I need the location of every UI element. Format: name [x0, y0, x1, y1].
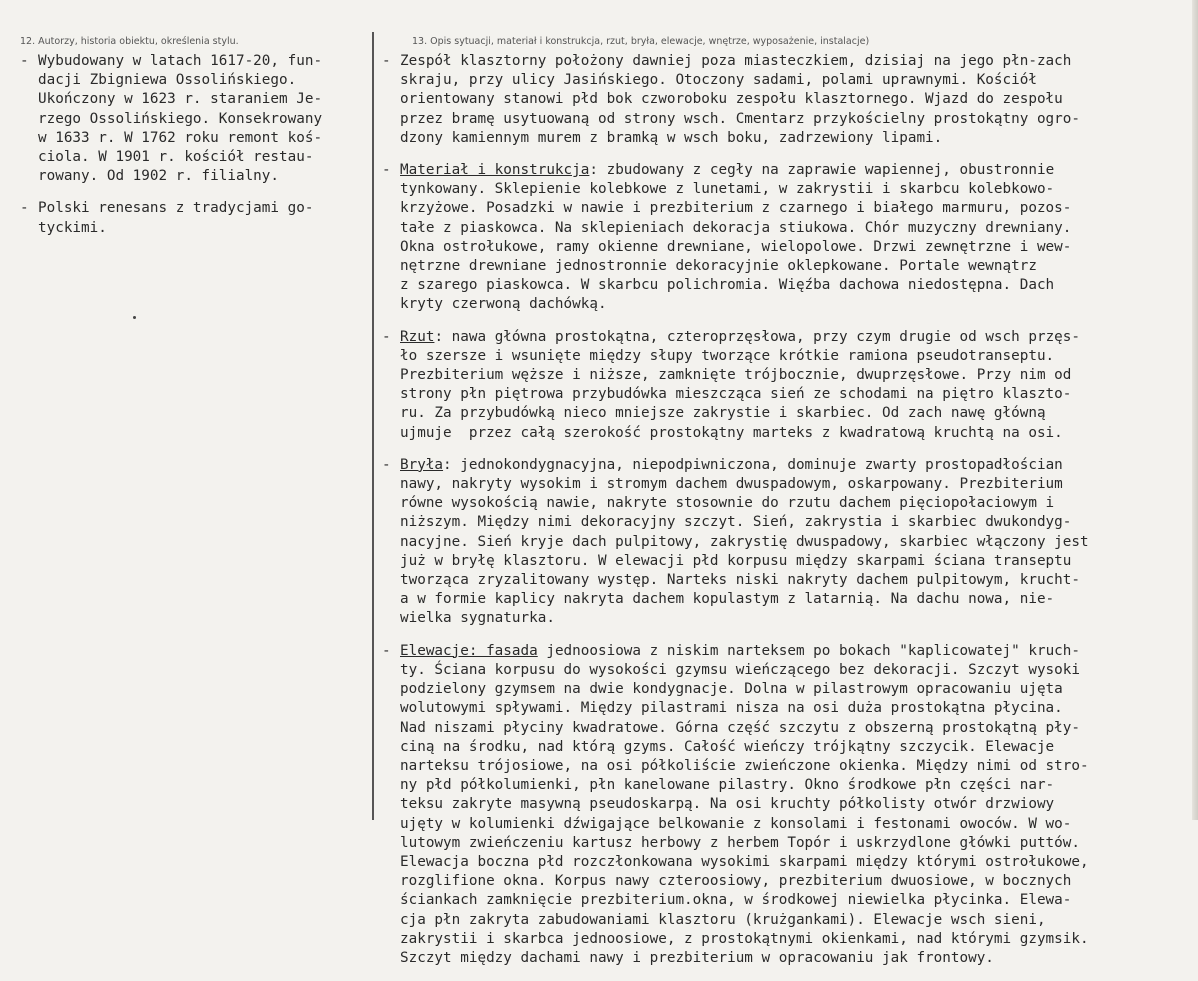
elevations-text [400, 642, 1192, 968]
massing-text [400, 456, 1192, 629]
material-body: : zbudowany z cegły na zaprawie wapiennej, obustronnie tynkowany. Sklepienie kolebkowe z lunetami, w zakrystii i skarbcu kolebkowo- krzyżowe. Posadzki w nawie i prezbiterium z czarnego i białego marmuru, pozos- tałe z piaskowca. Na sklepieniach dekoracja stiukowa. Chór muzyczny drewniany. Okna ostrołukowe, ramy okienne drewniane, wielopolowe. Drzwi zewnętrzne i wew- nętrzne drewniane jednostronnie dekoracyjnie oklepkowane. Portale wewnątrz z szarego piaskowca. W skarbcu polichromia. Więźba dachowa niedostępna. Dach kryty czerwoną dachówką. [400, 162, 1072, 313]
situation-body: Zespół klasztorny położony dawniej poza miasteczkiem, dzisiaj na jego płn-zach skraju, przy ulicy Jasińskiego. Otoczony sadami, polami uprawnymi. Kościół orientowany stanowi płd bok czworoboku zespołu klasztornego. Wjazd do zespołu przez bramę usytuowaną od strony wsch. Cmentarz przykościelny prostokątny ogro- dzony kamiennym murem z bramką w wsch boku, zadrzewiony lipami. [400, 53, 1080, 146]
bullet-dash: - [20, 200, 29, 217]
right-item-material [382, 161, 1192, 315]
right-column-header: 13. Opis sytuacji, materiał i konstrukcja, rzut, bryła, elewacje, wnętrze, wyposażenie, instalacje) [412, 36, 870, 47]
bullet-dash: - [382, 53, 391, 69]
massing-body: : jednokondygnacyjna, niepodpiwniczona, dominuje zwarty prostopadłościan nawy, nakryty wysokim i stromym dachem dwuspadowym, oskarpowany. Prezbiterium równe wysokością nawie, nakryte stosownie do rzutu dachem pięciopołaciowym i niższym. Między nimi dekoracyjny szczyt. Sień, zakrystia i skarbiec dwukondyg- nacyjne. Sień kryje dach pulpitowy, zakrystię dwuspadowy, skarbiec włączony jest już w bryłę klasztoru. W elewacji płd korpusu między skarpami ściana transeptu tworząca zryzalitowany występ. Narteks niski nakryty dachem pulpitowym, krucht- a w formie kaplicy nakryta dachem kopulastym z latarnią. Na dachu nowa, nie- wielka sygnaturka. [400, 456, 1089, 627]
right-item-situation [382, 52, 1192, 148]
style-text: Polski renesans z tradycjami go- tyckimi. [38, 200, 314, 236]
right-item-elevations [382, 642, 1192, 968]
elevations-label: Elewacje: fasada [400, 642, 538, 659]
situation-text [400, 52, 1192, 148]
bullet-dash: - [20, 53, 29, 69]
right-item-massing [382, 456, 1192, 629]
bullet-dash: - [382, 642, 391, 659]
left-column-header: 12. Autorzy, historia obiektu, określenia stylu. [20, 36, 239, 47]
bullet-dash: - [382, 328, 391, 345]
left-item-history [20, 52, 365, 186]
material-label: Materiał i konstrukcja [400, 162, 590, 179]
left-item-style [20, 199, 365, 237]
material-text [400, 161, 1192, 315]
massing-label: Bryła [400, 456, 444, 473]
elevations-body: jednoosiowa z niskim narteksem po bokach "kaplicowatej" kruch- ty. Ściana korpusu do wysokości gzymsu wieńczącego bez dekoracji. Szczyt wysoki podzielony gzymsem na dwie kondygnacje. Dolna w pilastrowym opracowaniu ujęta wolutowymi spływami. Między pilastrami nisza na osi duża prostokątna płycina. Nad niszami płyciny kwadratowe. Górna część szczytu z obszerną prostokątną pły- ciną na środku, nad którą gzyms. Całość wieńczy trójkątny szczycik. Elewacje narteksu trójosiowe, na osi półkoliście zwieńczone okienka. Między nimi od stro- ny płd półkolumienki, płn kanelowane pilastry. Okno środkowe płn części nar- teksu zakryte masywną pseudoskarpą. Na osi kruchty półkolisty otwór drzwiowy ujęty w kolumienki dźwigające belkowanie z konsolami i festonami owoców. W wo- lutowym zwieńczeniu kartusz herbowy z herbem Topór i uskrzydlone główki puttów. Elewacja boczna płd rozczłonkowana wysokimi skarpami między którymi ostrołukowe, rozglifione okna. Korpus nawy czteroosiowy, prezbiterium dwuosiowe, w bocznych ściankach zamknięcie prezbiterium.okna, w środkowej niewielka płycinka. Elewa- cja płn zakryta zabudowaniami klasztoru (krużgankami). Elewacje wsch sieni, zakrystii i skarbca jednoosiowe, z prostokątnymi okienkami, nad którymi gzymsik. Szczyt między dachami nawy i prezbiterium w opracowaniu jak frontowy. [400, 642, 1089, 966]
bullet-dash: - [382, 456, 391, 473]
page-edge [1192, 0, 1198, 820]
ink-dot [133, 316, 136, 319]
plan-text [400, 328, 1192, 443]
right-column [382, 52, 1192, 981]
history-text: Wybudowany w latach 1617-20, fun- dacji Zbigniewa Ossolińskiego. Ukończony w 1623 r. staraniem Je- rzego Ossolińskiego. Konsekrowany w 1633 r. W 1762 roku remont koś- ciola. W 1901 r. kościół restau- rowany. Od 1902 r. filialny. [38, 53, 323, 185]
bullet-dash: - [382, 162, 391, 179]
plan-label: Rzut [400, 328, 435, 345]
column-divider [372, 32, 374, 820]
plan-body: : nawa główna prostokątna, czteroprzęsłowa, przy czym drugie od wsch przęs- ło szersze i wsunięte między słupy tworzące krótkie ramiona pseudotranseptu. Prezbiterium węższe i niższe, zamknięte trójbocznie, dwuprzęsłowe. Przy nim od strony płn piętrowa przybudówka mieszcząca sień ze schodami na piętro klaszto- ru. Za przybudówką nieco mniejsze zakrystie i skarbiec. Od zach nawę główną ujmuje przez całą szerokość prostokątny marteks z kwadratową kruchtą na osi. [400, 328, 1080, 441]
right-item-plan [382, 328, 1192, 443]
left-column [20, 52, 365, 251]
